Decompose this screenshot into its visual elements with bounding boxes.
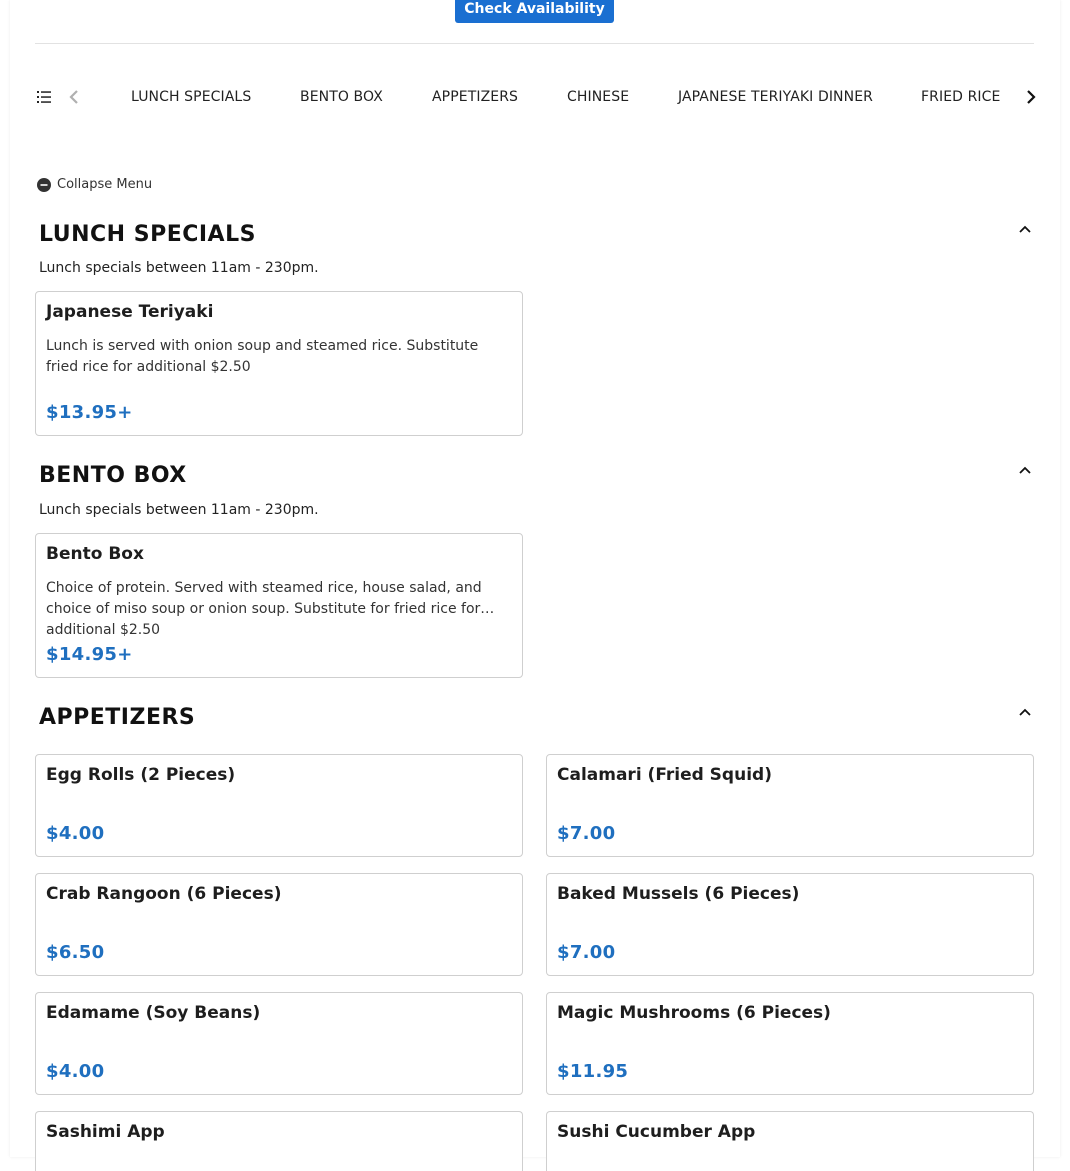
section-title-bento-box: BENTO BOX	[39, 463, 187, 488]
check-availability-button[interactable]: Check Availability	[455, 0, 614, 23]
menu-item-name: Egg Rolls (2 Pieces)	[46, 765, 236, 785]
menu-item-price: $7.00	[557, 942, 616, 963]
menu-item-name: Edamame (Soy Beans)	[46, 1003, 261, 1023]
menu-item-description: Lunch is served with onion soup and steamed rice. Substitute fried rice for additional $2.50	[46, 338, 479, 375]
menu-item-card[interactable]	[546, 1111, 1034, 1171]
menu-item-card[interactable]	[546, 754, 1034, 857]
menu-item-price: $14.95+	[46, 644, 133, 665]
section-description: Lunch specials between 11am - 230pm.	[39, 502, 319, 518]
tab-fried-rice[interactable]: FRIED RICE	[921, 89, 1001, 105]
menu-item-price: $7.00	[557, 823, 616, 844]
menu-item-price: $4.00	[46, 823, 105, 844]
menu-item-card[interactable]	[35, 291, 523, 436]
chevron-up-icon[interactable]	[1017, 464, 1033, 476]
menu-item-price: $11.95	[557, 1061, 629, 1082]
menu-item-name: Crab Rangoon (6 Pieces)	[46, 884, 282, 904]
tab-bento-box[interactable]: BENTO BOX	[300, 89, 383, 105]
tab-lunch-specials[interactable]: LUNCH SPECIALS	[131, 89, 252, 105]
menu-item-name: Japanese Teriyaki	[46, 302, 214, 322]
category-track	[121, 78, 1015, 118]
tab-appetizers[interactable]: APPETIZERS	[432, 89, 519, 105]
menu-item-card[interactable]	[546, 873, 1034, 976]
header-divider	[35, 43, 1034, 44]
tab-japanese-teriyaki-dinner[interactable]: JAPANESE TERIYAKI DINNER	[678, 89, 873, 105]
menu-item-name: Bento Box	[46, 544, 144, 564]
menu-item-price: $13.95+	[46, 402, 133, 423]
list-icon[interactable]	[37, 90, 51, 104]
minus-circle-icon	[37, 178, 51, 192]
category-nav	[35, 78, 1035, 118]
menu-page	[10, 0, 1060, 1157]
chevron-left-icon[interactable]	[68, 88, 80, 106]
menu-item-name: Baked Mussels (6 Pieces)	[557, 884, 800, 904]
collapse-menu-label: Collapse Menu	[57, 177, 153, 192]
menu-item-name: Sashimi App	[46, 1122, 165, 1142]
chevron-right-icon[interactable]	[1025, 88, 1037, 106]
chevron-up-icon[interactable]	[1017, 706, 1033, 718]
menu-item-price: $6.50	[46, 942, 105, 963]
menu-item-price: $4.00	[46, 1061, 105, 1082]
menu-item-card[interactable]	[546, 992, 1034, 1095]
section-title-appetizers: APPETIZERS	[39, 705, 196, 730]
menu-item-card[interactable]	[35, 533, 523, 678]
section-description: Lunch specials between 11am - 230pm.	[39, 260, 319, 276]
menu-item-card[interactable]	[35, 1111, 523, 1171]
chevron-up-icon[interactable]	[1017, 223, 1033, 235]
menu-item-description: Choice of protein. Served with steamed rice, house salad, and choice of miso soup or onion soup. Substitute for fried rice for additional $2.50	[46, 580, 482, 638]
menu-item-name: Magic Mushrooms (6 Pieces)	[557, 1003, 831, 1023]
menu-item-card[interactable]	[35, 754, 523, 857]
tab-chinese[interactable]: CHINESE	[567, 89, 630, 105]
menu-item-name: Calamari (Fried Squid)	[557, 765, 772, 785]
section-title-lunch-specials: LUNCH SPECIALS	[39, 222, 256, 247]
menu-item-card[interactable]	[35, 873, 523, 976]
menu-item-name: Sushi Cucumber App	[557, 1122, 756, 1142]
menu-item-card[interactable]	[35, 992, 523, 1095]
collapse-menu-button[interactable]	[37, 177, 152, 192]
